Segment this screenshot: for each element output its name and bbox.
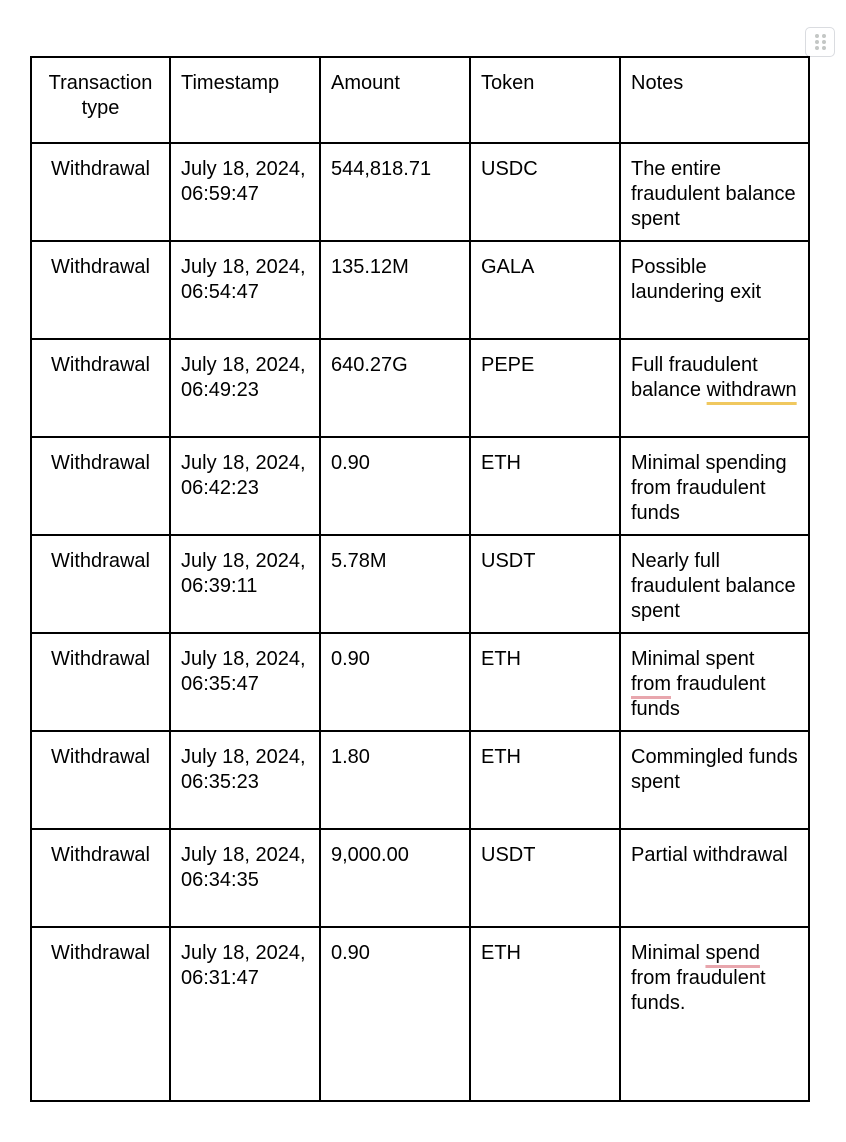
cell-token[interactable]: ETH	[470, 633, 620, 731]
cell-notes[interactable]: Minimal spent from fraudulent funds	[620, 633, 809, 731]
cell-notes[interactable]: Full fraudulent balance withdrawn	[620, 339, 809, 437]
table-row	[31, 927, 809, 1101]
cell-notes[interactable]: Partial withdrawal	[620, 829, 809, 927]
table-row	[31, 241, 809, 339]
cell-type[interactable]: Withdrawal	[31, 339, 170, 437]
cell-type[interactable]: Withdrawal	[31, 731, 170, 829]
cell-token[interactable]: ETH	[470, 437, 620, 535]
header-notes[interactable]: Notes	[620, 57, 809, 143]
table-row	[31, 437, 809, 535]
table-row	[31, 339, 809, 437]
cell-amount[interactable]: 1.80	[320, 731, 470, 829]
cell-timestamp[interactable]: July 18, 2024, 06:42:23	[170, 437, 320, 535]
cell-token[interactable]: USDC	[470, 143, 620, 241]
cell-type[interactable]: Withdrawal	[31, 927, 170, 1101]
cell-timestamp[interactable]: July 18, 2024, 06:34:35	[170, 829, 320, 927]
cell-timestamp[interactable]: July 18, 2024, 06:31:47	[170, 927, 320, 1101]
cell-notes[interactable]: The entire fraudulent balance spent	[620, 143, 809, 241]
cell-notes[interactable]: Minimal spend from fraudulent funds.	[620, 927, 809, 1101]
cell-timestamp[interactable]: July 18, 2024, 06:35:47	[170, 633, 320, 731]
cell-token[interactable]: USDT	[470, 829, 620, 927]
cell-notes[interactable]: Minimal spending from fraudulent funds	[620, 437, 809, 535]
cell-type[interactable]: Withdrawal	[31, 633, 170, 731]
cell-type[interactable]: Withdrawal	[31, 143, 170, 241]
cell-timestamp[interactable]: July 18, 2024, 06:49:23	[170, 339, 320, 437]
cell-timestamp[interactable]: July 18, 2024, 06:39:11	[170, 535, 320, 633]
cell-type[interactable]: Withdrawal	[31, 829, 170, 927]
header-token[interactable]: Token	[470, 57, 620, 143]
transactions-table	[30, 56, 810, 1102]
cell-token[interactable]: PEPE	[470, 339, 620, 437]
spellcheck-mark[interactable]: spend	[705, 942, 760, 964]
cell-amount[interactable]: 544,818.71	[320, 143, 470, 241]
cell-amount[interactable]: 0.90	[320, 633, 470, 731]
cell-notes[interactable]: Possible laundering exit	[620, 241, 809, 339]
cell-token[interactable]: ETH	[470, 731, 620, 829]
drag-handle-icon[interactable]	[805, 27, 835, 57]
header-timestamp[interactable]: Timestamp	[170, 57, 320, 143]
cell-token[interactable]: USDT	[470, 535, 620, 633]
table-header-row	[31, 57, 809, 143]
table-row	[31, 829, 809, 927]
cell-token[interactable]: ETH	[470, 927, 620, 1101]
header-amount[interactable]: Amount	[320, 57, 470, 143]
cell-type[interactable]: Withdrawal	[31, 437, 170, 535]
cell-token[interactable]: GALA	[470, 241, 620, 339]
cell-timestamp[interactable]: July 18, 2024, 06:59:47	[170, 143, 320, 241]
cell-type[interactable]: Withdrawal	[31, 535, 170, 633]
header-transaction-type[interactable]: Transaction type	[31, 57, 170, 143]
cell-amount[interactable]: 0.90	[320, 927, 470, 1101]
spellcheck-mark[interactable]: from	[631, 673, 671, 695]
cell-amount[interactable]: 135.12M	[320, 241, 470, 339]
table-row	[31, 633, 809, 731]
cell-amount[interactable]: 640.27G	[320, 339, 470, 437]
table-row	[31, 731, 809, 829]
table-row	[31, 143, 809, 241]
table-row	[31, 535, 809, 633]
cell-amount[interactable]: 0.90	[320, 437, 470, 535]
cell-notes[interactable]: Nearly full fraudulent balance spent	[620, 535, 809, 633]
cell-timestamp[interactable]: July 18, 2024, 06:54:47	[170, 241, 320, 339]
cell-amount[interactable]: 9,000.00	[320, 829, 470, 927]
cell-type[interactable]: Withdrawal	[31, 241, 170, 339]
cell-notes[interactable]: Commingled funds spent	[620, 731, 809, 829]
spellcheck-mark[interactable]: withdrawn	[706, 379, 797, 401]
cell-timestamp[interactable]: July 18, 2024, 06:35:23	[170, 731, 320, 829]
cell-amount[interactable]: 5.78M	[320, 535, 470, 633]
